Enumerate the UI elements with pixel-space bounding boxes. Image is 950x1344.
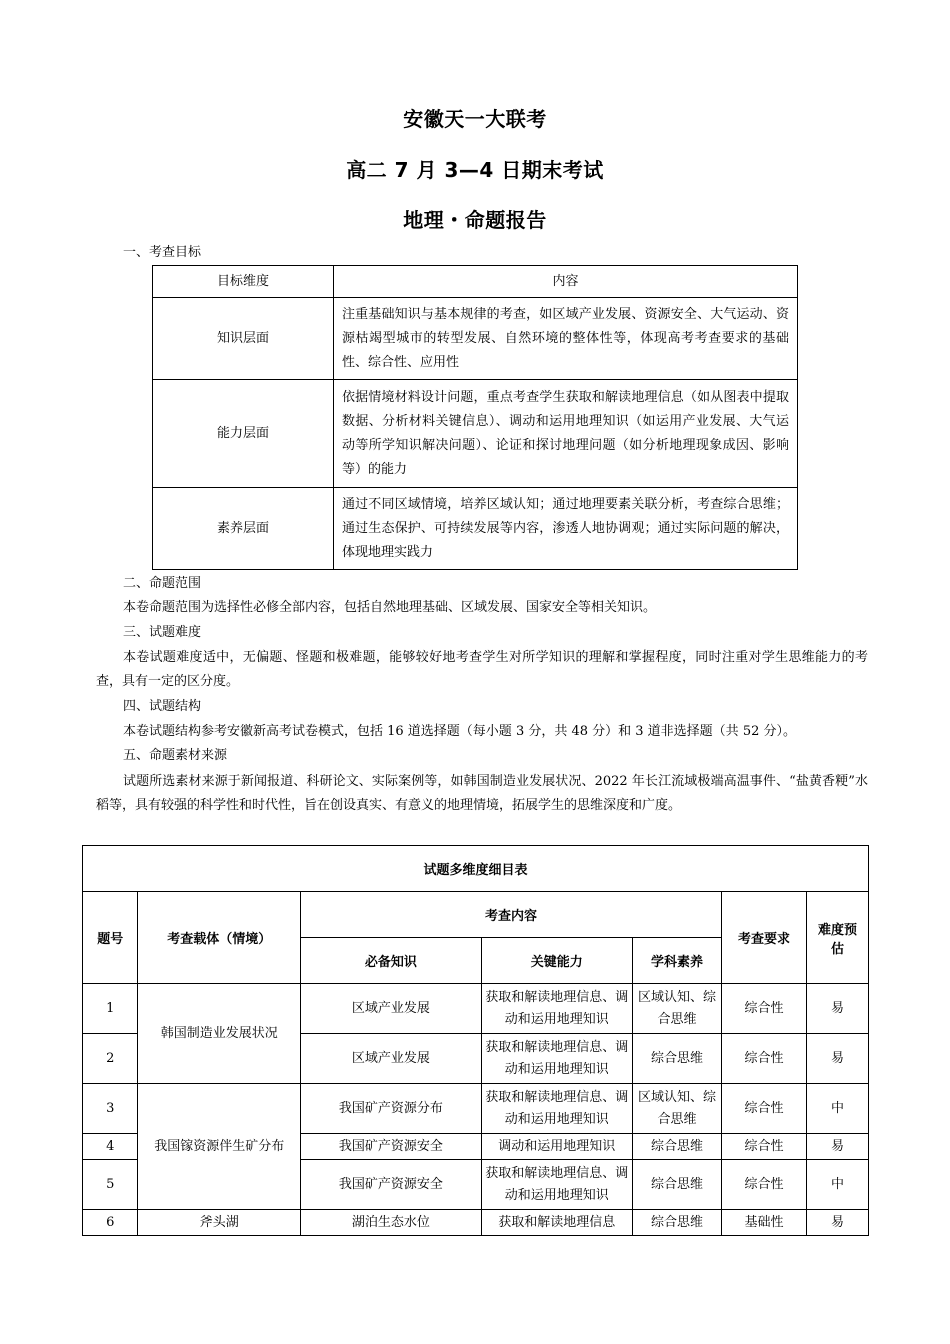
goals-header-content: 内容 [334,266,798,298]
row-requirement: 综合性 [722,1034,807,1084]
detail-table-title: 试题多维度细目表 [83,846,869,892]
row-knowledge: 区域产业发展 [301,984,482,1034]
row-difficulty: 易 [806,1134,868,1160]
row-knowledge: 区域产业发展 [301,1034,482,1084]
row-ability: 获取和解读地理信息、调动和运用地理知识 [481,1034,632,1084]
header-carrier: 考查载体（情境） [138,892,301,984]
row-requirement: 综合性 [722,1160,807,1210]
row-no: 6 [83,1210,138,1236]
row-literacy: 综合思维 [632,1210,721,1236]
header-knowledge: 必备知识 [301,938,482,984]
row-ability: 获取和解读地理信息、调动和运用地理知识 [481,1084,632,1134]
table-row [83,1084,869,1134]
row-no: 3 [83,1084,138,1134]
section-5-heading: 五、命题素材来源 [123,748,228,763]
goals-table [152,265,798,570]
row-no: 1 [83,984,138,1034]
row-carrier: 我国镓资源伴生矿分布 [138,1084,301,1210]
row-literacy: 区域认知、综合思维 [632,984,721,1034]
row-ability: 调动和运用地理知识 [481,1134,632,1160]
title-line-3: 地理・命题报告 [403,208,547,232]
header-requirement: 考查要求 [722,892,807,984]
section-1-heading: 一、考查目标 [123,245,202,260]
row-requirement: 综合性 [722,984,807,1034]
header-question-no: 题号 [83,892,138,984]
header-difficulty: 难度预估 [806,892,868,984]
header-literacy: 学科素养 [632,938,721,984]
table-row [83,1210,869,1236]
goals-content-knowledge: 注重基础知识与基本规律的考查，如区域产业发展、资源安全、大气运动、资源枯竭型城市的转型发展、自然环境的整体性等，体现高考考查要求的基础性、综合性、应用性 [334,298,798,380]
row-literacy: 区域认知、综合思维 [632,1084,721,1134]
detail-table [82,845,869,1236]
row-difficulty: 中 [806,1160,868,1210]
row-difficulty: 易 [806,984,868,1034]
section-5-text: 试题所选素材来源于新闻报道、科研论文、实际案例等，如韩国制造业发展状况、2022 年长江流域极端高温事件、“盐黄香粳”水稻等，具有较强的科学性和时代性，旨在创设真实、有意义的地理情境，拓展学生的思维深度和广度。 [96,774,868,813]
section-4-heading: 四、试题结构 [123,699,202,714]
goals-dim-knowledge: 知识层面 [153,298,334,380]
row-difficulty: 易 [806,1210,868,1236]
header-ability: 关键能力 [481,938,632,984]
row-ability: 获取和解读地理信息、调动和运用地理知识 [481,984,632,1034]
goals-dim-ability: 能力层面 [153,380,334,488]
title-line-1: 安徽天一大联考 [403,107,547,131]
goals-dim-literacy: 素养层面 [153,488,334,570]
row-ability: 获取和解读地理信息 [481,1210,632,1236]
row-ability: 获取和解读地理信息、调动和运用地理知识 [481,1160,632,1210]
goals-content-ability: 依据情境材料设计问题，重点考查学生获取和解读地理信息（如从图表中提取数据、分析材料关键信息）、调动和运用地理知识（如运用产业发展、大气运动等所学知识解决问题）、论证和探讨地理问题（如分析地理现象成因、影响等）的能力 [334,380,798,488]
goals-content-literacy: 通过不同区域情境，培养区域认知；通过地理要素关联分析，考查综合思维；通过生态保护、可持续发展等内容，渗透人地协调观；通过实际问题的解决，体现地理实践力 [334,488,798,570]
row-difficulty: 中 [806,1084,868,1134]
section-3-heading: 三、试题难度 [123,625,202,640]
row-knowledge: 湖泊生态水位 [301,1210,482,1236]
row-carrier: 斧头湖 [138,1210,301,1236]
row-difficulty: 易 [806,1034,868,1084]
row-literacy: 综合思维 [632,1034,721,1084]
row-requirement: 基础性 [722,1210,807,1236]
table-row [83,984,869,1034]
section-2-text: 本卷命题范围为选择性必修全部内容，包括自然地理基础、区域发展、国家安全等相关知识。 [123,600,657,615]
title-line-2: 高二 7 月 3—4 日期末考试 [346,158,604,182]
section-2-heading: 二、命题范围 [123,576,202,591]
row-requirement: 综合性 [722,1134,807,1160]
row-requirement: 综合性 [722,1084,807,1134]
row-no: 4 [83,1134,138,1160]
section-3-text: 本卷试题难度适中，无偏题、怪题和极难题，能够较好地考查学生对所学知识的理解和掌握程度，同时注重对学生思维能力的考查，具有一定的区分度。 [96,650,868,689]
row-literacy: 综合思维 [632,1134,721,1160]
row-no: 2 [83,1034,138,1084]
row-carrier: 韩国制造业发展状况 [138,984,301,1084]
row-literacy: 综合思维 [632,1160,721,1210]
row-knowledge: 我国矿产资源安全 [301,1160,482,1210]
header-content: 考查内容 [301,892,722,938]
goals-header-dimension: 目标维度 [153,266,334,298]
row-knowledge: 我国矿产资源安全 [301,1134,482,1160]
row-knowledge: 我国矿产资源分布 [301,1084,482,1134]
section-4-text: 本卷试题结构参考安徽新高考试卷模式，包括 16 道选择题（每小题 3 分，共 48 分）和 3 道非选择题（共 52 分）。 [123,724,796,739]
row-no: 5 [83,1160,138,1210]
